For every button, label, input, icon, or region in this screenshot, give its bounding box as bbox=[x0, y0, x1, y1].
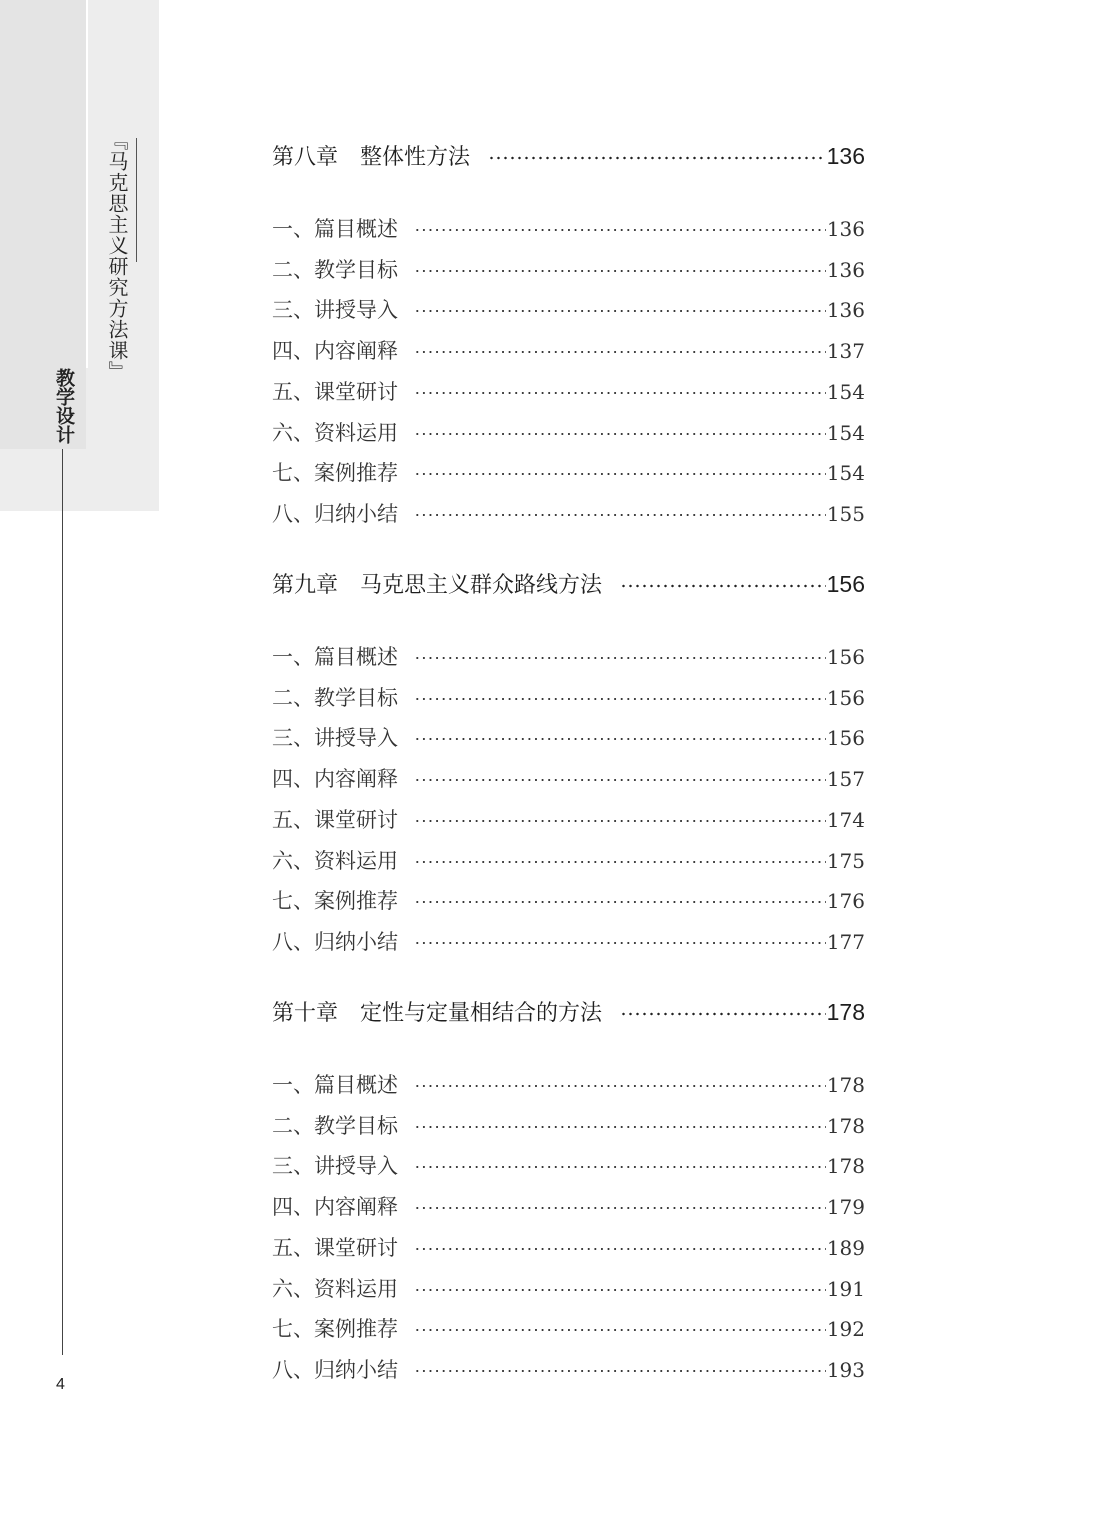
toc-item-page-number: 178 bbox=[826, 1113, 865, 1138]
toc-item-row[interactable] bbox=[272, 1232, 865, 1260]
toc-item-page-number: 174 bbox=[826, 807, 865, 832]
toc-chapter-row[interactable] bbox=[272, 140, 865, 170]
toc-item-label: 六、资料运用 bbox=[272, 1276, 398, 1301]
toc-item-label: 七、案例推荐 bbox=[272, 889, 398, 914]
toc-item-page-number: 156 bbox=[826, 726, 865, 751]
toc-item-label: 四、内容阐释 bbox=[272, 339, 398, 364]
section-label: 教学设计 bbox=[53, 368, 75, 444]
dot-leader bbox=[414, 860, 826, 864]
toc-item-row[interactable] bbox=[272, 804, 865, 832]
toc-item-page-number: 136 bbox=[826, 217, 865, 241]
toc-item-page-number: 155 bbox=[826, 501, 865, 526]
page-number: 4 bbox=[56, 1376, 65, 1393]
toc-item-label: 六、资料运用 bbox=[272, 848, 398, 873]
dot-leader bbox=[414, 269, 826, 273]
dot-leader bbox=[414, 1288, 826, 1292]
toc-item-row[interactable] bbox=[272, 722, 865, 750]
toc-item-label: 五、课堂研讨 bbox=[272, 379, 398, 404]
toc-item-row[interactable] bbox=[272, 641, 865, 669]
chapter-title: 定性与定量相结合的方法 bbox=[360, 1001, 603, 1026]
toc-item-row[interactable] bbox=[272, 457, 865, 485]
toc-item-row[interactable] bbox=[272, 294, 865, 322]
chapter-title: 马克思主义群众路线方法 bbox=[360, 573, 603, 598]
toc-item-row[interactable] bbox=[272, 885, 865, 913]
dot-leader bbox=[414, 350, 826, 354]
book-title: 『马克思主义研究方法课』 bbox=[105, 130, 129, 382]
dot-leader bbox=[414, 391, 826, 395]
toc-item-label: 七、案例推荐 bbox=[272, 461, 398, 486]
chapter-page-number: 136 bbox=[826, 143, 865, 169]
toc-item-row[interactable] bbox=[272, 1273, 865, 1301]
toc-item-label: 八、归纳小结 bbox=[272, 501, 398, 526]
toc-item-page-number: 193 bbox=[826, 1357, 865, 1382]
toc-item-label: 一、篇目概述 bbox=[272, 1073, 398, 1097]
toc-item-page-number: 136 bbox=[826, 257, 865, 282]
toc-item-page-number: 192 bbox=[826, 1317, 865, 1342]
chapter-number: 第十章 bbox=[272, 1001, 339, 1026]
toc-chapter-row[interactable] bbox=[272, 996, 865, 1026]
toc-item-row[interactable] bbox=[272, 1150, 865, 1178]
dot-leader bbox=[488, 156, 826, 160]
toc-item-page-number: 178 bbox=[826, 1073, 865, 1097]
dot-leader bbox=[414, 697, 826, 701]
dot-leader bbox=[414, 941, 826, 945]
toc-item-page-number: 137 bbox=[826, 339, 865, 364]
toc-item-row[interactable] bbox=[272, 213, 865, 241]
toc-item-page-number: 156 bbox=[826, 645, 865, 669]
toc-item-label: 四、内容阐释 bbox=[272, 767, 398, 792]
toc-item-page-number: 154 bbox=[826, 461, 865, 486]
chapter-title: 整体性方法 bbox=[360, 145, 471, 170]
chapter-page-number: 156 bbox=[826, 571, 865, 597]
toc-item-label: 三、讲授导入 bbox=[272, 1154, 398, 1179]
toc-item-page-number: 136 bbox=[826, 298, 865, 323]
toc-item-page-number: 157 bbox=[826, 767, 865, 792]
chapter-page-number: 178 bbox=[826, 999, 865, 1025]
dot-leader bbox=[414, 309, 826, 313]
toc-item-row[interactable] bbox=[272, 498, 865, 526]
dot-leader bbox=[414, 228, 826, 232]
chapter-number: 第八章 bbox=[272, 145, 339, 170]
toc-item-label: 一、篇目概述 bbox=[272, 217, 398, 241]
toc-item-page-number: 154 bbox=[826, 379, 865, 404]
toc-item-label: 一、篇目概述 bbox=[272, 645, 398, 669]
toc-item-label: 八、归纳小结 bbox=[272, 929, 398, 954]
toc-item-page-number: 156 bbox=[826, 685, 865, 710]
toc-item-label: 二、教学目标 bbox=[272, 257, 398, 282]
book-title-rule bbox=[136, 138, 137, 262]
toc-item-page-number: 179 bbox=[826, 1195, 865, 1220]
toc-item-page-number: 189 bbox=[826, 1235, 865, 1260]
toc-item-label: 七、案例推荐 bbox=[272, 1317, 398, 1342]
dot-leader bbox=[414, 1084, 826, 1088]
toc-item-row[interactable] bbox=[272, 1069, 865, 1097]
toc-item-label: 四、内容阐释 bbox=[272, 1195, 398, 1220]
toc-item-page-number: 175 bbox=[826, 848, 865, 873]
dot-leader bbox=[414, 900, 826, 904]
chapter-number: 第九章 bbox=[272, 573, 339, 598]
toc-item-row[interactable] bbox=[272, 417, 865, 445]
toc-item-label: 八、归纳小结 bbox=[272, 1357, 398, 1382]
toc-item-row[interactable] bbox=[272, 1354, 865, 1382]
toc-item-row[interactable] bbox=[272, 376, 865, 404]
toc-item-row[interactable] bbox=[272, 254, 865, 282]
toc-chapter-row[interactable] bbox=[272, 568, 865, 598]
toc-item-row[interactable] bbox=[272, 763, 865, 791]
toc-item-label: 二、教学目标 bbox=[272, 1113, 398, 1138]
dot-leader bbox=[414, 513, 826, 517]
dot-leader bbox=[414, 778, 826, 782]
dot-leader bbox=[414, 1206, 826, 1210]
dot-leader bbox=[620, 1012, 826, 1016]
toc-item-page-number: 154 bbox=[826, 420, 865, 445]
dot-leader bbox=[414, 1125, 826, 1129]
side-panel-divider bbox=[86, 0, 88, 368]
toc-item-label: 五、课堂研讨 bbox=[272, 1235, 398, 1260]
dot-leader bbox=[414, 737, 826, 741]
dot-leader bbox=[414, 656, 826, 660]
toc-item-label: 三、讲授导入 bbox=[272, 726, 398, 751]
margin-rule bbox=[62, 449, 63, 1355]
toc-item-row[interactable] bbox=[272, 1110, 865, 1138]
dot-leader bbox=[414, 432, 826, 436]
toc-item-label: 二、教学目标 bbox=[272, 685, 398, 710]
toc-item-label: 三、讲授导入 bbox=[272, 298, 398, 323]
dot-leader bbox=[414, 472, 826, 476]
dot-leader bbox=[620, 584, 826, 588]
toc-item-page-number: 178 bbox=[826, 1154, 865, 1179]
toc-item-row[interactable] bbox=[272, 1191, 865, 1219]
toc-item-label: 五、课堂研讨 bbox=[272, 807, 398, 832]
toc-item-page-number: 176 bbox=[826, 889, 865, 914]
toc-item-row[interactable] bbox=[272, 845, 865, 873]
dot-leader bbox=[414, 1328, 826, 1332]
toc-item-row[interactable] bbox=[272, 926, 865, 954]
dot-leader bbox=[414, 1165, 826, 1169]
toc-item-page-number: 177 bbox=[826, 929, 865, 954]
toc-item-label: 六、资料运用 bbox=[272, 420, 398, 445]
dot-leader bbox=[414, 1247, 826, 1251]
dot-leader bbox=[414, 1369, 826, 1373]
dot-leader bbox=[414, 819, 826, 823]
toc-item-row[interactable] bbox=[272, 1313, 865, 1341]
toc-item-row[interactable] bbox=[272, 335, 865, 363]
toc-item-page-number: 191 bbox=[826, 1276, 865, 1301]
toc-item-row[interactable] bbox=[272, 682, 865, 710]
